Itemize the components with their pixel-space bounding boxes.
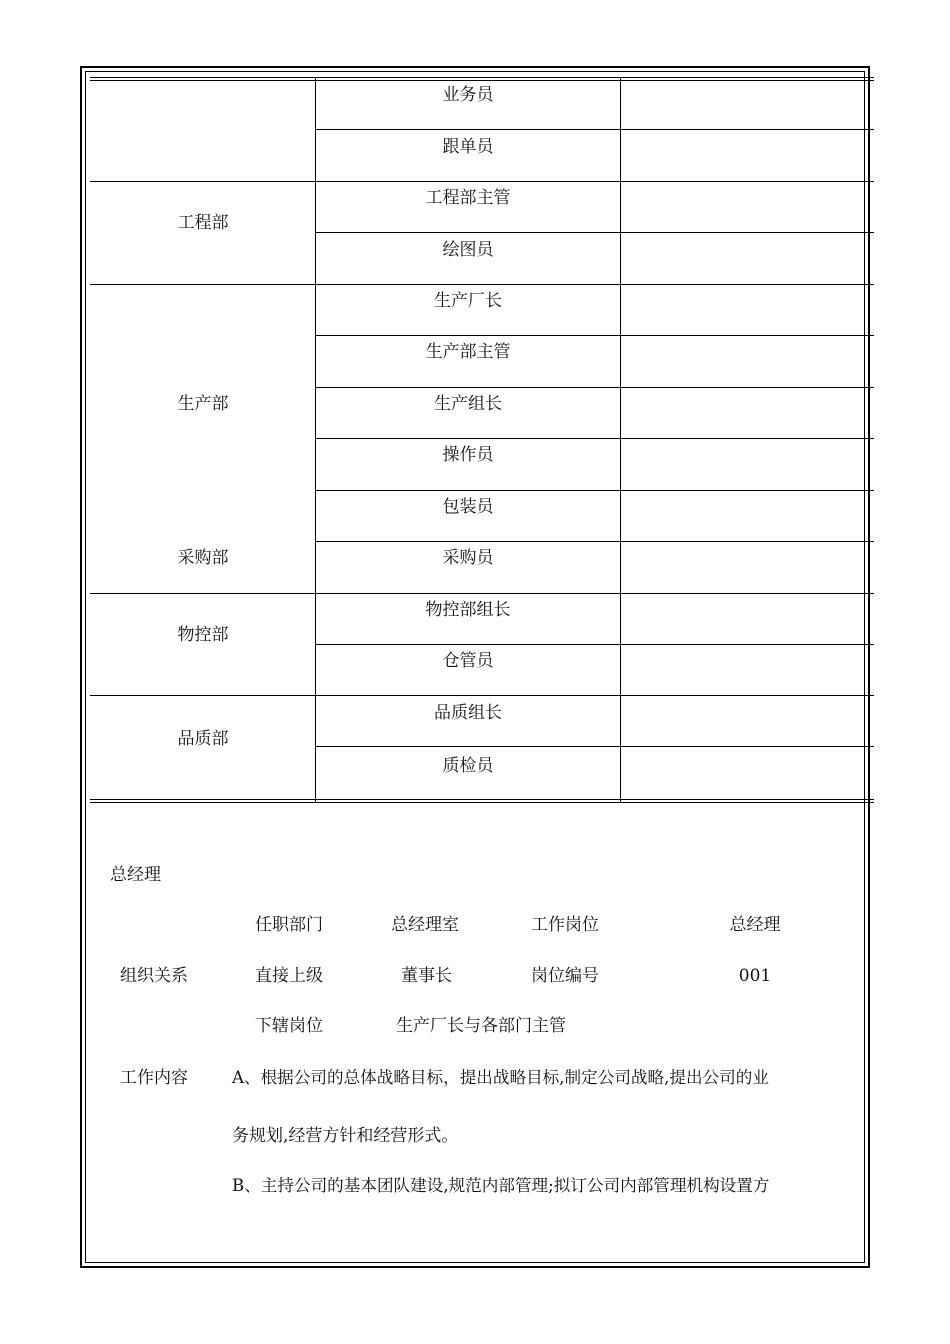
subordinate-value: 生产厂长与各部门主管 — [396, 1016, 566, 1036]
table-bottom-rule — [90, 799, 874, 800]
org-relation-label: 组织关系 — [120, 966, 188, 986]
table-row-line — [315, 541, 874, 542]
table-cell-department: 品质部 — [177, 729, 229, 749]
dept-value: 总经理室 — [391, 915, 459, 935]
table-cell-position: 质检员 — [442, 756, 494, 776]
table-cell-position: 工程部主管 — [425, 188, 511, 208]
table-cell-position: 操作员 — [442, 445, 494, 465]
table-row-line — [315, 335, 874, 336]
table-top-rule-2 — [90, 80, 874, 81]
table-cell-position: 采购员 — [442, 548, 494, 568]
table-cell-department: 采购部 — [177, 548, 229, 568]
table-cell-position: 生产厂长 — [434, 291, 502, 311]
table-cell-position: 跟单员 — [442, 137, 494, 157]
table-row-line — [315, 232, 874, 233]
table-row-line — [315, 387, 874, 388]
table-cell-position: 物控部组长 — [425, 600, 511, 620]
table-cell-position: 生产部主管 — [425, 342, 511, 362]
table-row-line — [315, 129, 874, 130]
table-cell-position: 业务员 — [442, 85, 494, 105]
section-title: 总经理 — [110, 865, 161, 885]
table-bottom-rule-2 — [90, 802, 874, 803]
table-cell-department: 物控部 — [177, 625, 229, 645]
post-label: 工作岗位 — [531, 915, 599, 935]
superior-label: 直接上级 — [255, 966, 323, 986]
table-cell-position: 生产组长 — [434, 394, 502, 414]
table-row-line — [90, 181, 874, 182]
superior-value: 董事长 — [401, 966, 452, 986]
table-cell-department: 生产部 — [177, 394, 229, 414]
table-row-line — [315, 490, 874, 491]
table-row-line — [90, 593, 874, 594]
subordinate-label: 下辖岗位 — [255, 1016, 323, 1036]
table-cell-position: 绘图员 — [442, 240, 494, 260]
table-cell-position: 品质组长 — [434, 703, 502, 723]
table-row-line — [315, 644, 874, 645]
content-a-line2: 务规划,经营方针和经营形式。 — [232, 1126, 459, 1146]
table-row-line — [90, 695, 874, 696]
table-row-line — [90, 284, 874, 285]
table-row-line — [315, 746, 874, 747]
table-col-divider-2 — [620, 78, 621, 802]
dept-label: 任职部门 — [255, 915, 323, 935]
code-value: 001 — [738, 966, 772, 986]
content-b-line1: B、主持公司的基本团队建设,规范内部管理;拟订公司内部管理机构设置方 — [232, 1176, 770, 1195]
table-cell-department: 工程部 — [177, 213, 229, 233]
content-label: 工作内容 — [120, 1068, 188, 1088]
table-col-divider-1 — [315, 78, 316, 802]
table-top-rule — [90, 77, 874, 78]
table-cell-position: 包装员 — [442, 497, 494, 517]
table-cell-position: 仓管员 — [442, 651, 494, 671]
table-row-line — [315, 438, 874, 439]
code-label: 岗位编号 — [531, 966, 599, 986]
content-a-line1: A、根据公司的总体战略目标，提出战略目标,制定公司战略,提出公司的业 — [232, 1068, 769, 1087]
post-value: 总经理 — [729, 915, 781, 935]
